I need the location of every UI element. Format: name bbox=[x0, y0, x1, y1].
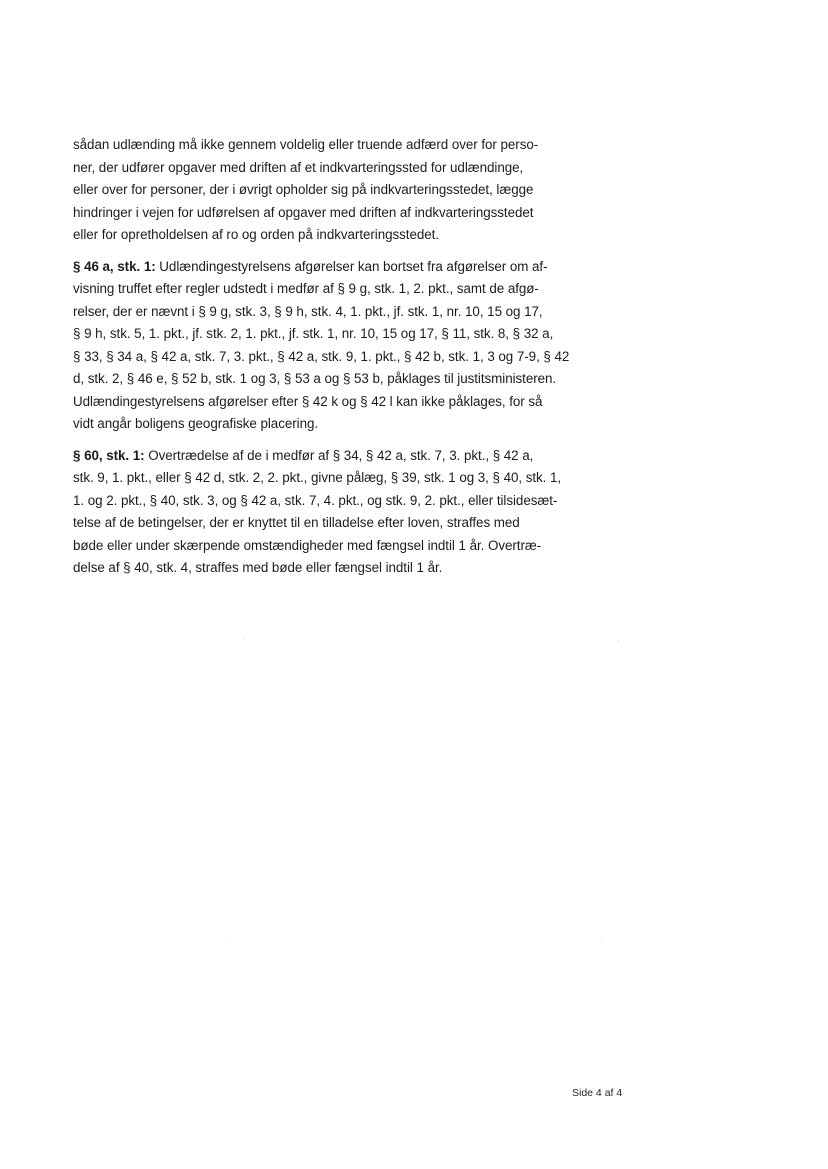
text-line: 1. og 2. pkt., § 40, stk. 3, og § 42 a, stk. 7, 4. pkt., og stk. 9, 2. pkt., eller tilsidesæt- bbox=[73, 492, 558, 508]
section-heading: § 46 a, stk. 1: bbox=[73, 258, 156, 274]
text-line: eller for opretholdelsen af ro og orden på indkvarteringsstedet. bbox=[73, 227, 440, 242]
paragraph-section-46a bbox=[73, 256, 593, 436]
text-line: visning truffet efter regler udstedt i medfør af § 9 g, stk. 1, 2. pkt., samt de afgø- bbox=[73, 281, 539, 296]
text-line: relser, der er nævnt i § 9 g, stk. 3, § 9 h, stk. 4, 1. pkt., jf. stk. 1, nr. 10, 15 og 17, bbox=[73, 303, 543, 319]
text-line: eller over for personer, der i øvrigt opholder sig på indkvarteringsstedet, lægge bbox=[73, 182, 534, 197]
text-line-rest: Overtrædelse af de i medfør af § 34, § 42 a, stk. 7, 3. pkt., § 42 a, bbox=[144, 447, 534, 463]
scan-speck bbox=[229, 941, 230, 942]
scan-speck bbox=[618, 640, 619, 641]
scan-speck bbox=[244, 638, 245, 639]
text-line: d, stk. 2, § 46 e, § 52 b, stk. 1 og 3, § 53 a og § 53 b, påklages til justitsministeren. bbox=[73, 371, 557, 386]
text-line: hindringer i vejen for udførelsen af opgaver med driften af indkvarteringsstedet bbox=[73, 204, 534, 220]
text-line: § 9 h, stk. 5, 1. pkt., jf. stk. 2, 1. pkt., jf. stk. 1, nr. 10, 15 og 17, § 11, stk. 8, § 32 a, bbox=[73, 326, 554, 341]
text-line: stk. 9, 1. pkt., eller § 42 d, stk. 2, 2. pkt., givne pålæg, § 39, stk. 1 og 3, § 40, stk. 1, bbox=[73, 470, 562, 485]
text-line: § 33, § 34 a, § 42 a, stk. 7, 3. pkt., § 42 a, stk. 9, 1. pkt., § 42 b, stk. 1, 3 og 7-9, § 42 bbox=[73, 348, 570, 364]
document-body bbox=[73, 134, 593, 589]
paragraph-continuation bbox=[73, 134, 593, 247]
text-line: sådan udlænding må ikke gennem voldelig eller truende adfærd over for perso- bbox=[73, 137, 539, 152]
text-line: ner, der udfører opgaver med driften af et indkvarteringssted for udlændinge, bbox=[73, 159, 524, 175]
text-line: bøde eller under skærpende omstændigheder med fængsel indtil 1 år. Overtræ- bbox=[73, 537, 542, 553]
text-line: delse af § 40, stk. 4, straffes med bøde eller fængsel indtil 1 år. bbox=[73, 560, 443, 575]
scan-speck bbox=[601, 941, 602, 942]
text-line: Udlændingestyrelsens afgørelser efter § 42 k og § 42 l kan ikke påklages, for så bbox=[73, 393, 543, 409]
text-line: telse af de betingelser, der er knyttet til en tilladelse efter loven, straffes med bbox=[73, 515, 520, 530]
text-line: vidt angår boligens geografiske placering. bbox=[73, 416, 319, 431]
text-line bbox=[73, 256, 593, 279]
paragraph-section-60 bbox=[73, 445, 593, 580]
section-heading: § 60, stk. 1: bbox=[73, 447, 145, 463]
page-number-footer: Side 4 af 4 bbox=[572, 1087, 623, 1099]
text-line bbox=[73, 445, 593, 468]
text-line-rest: Udlændingestyrelsens afgørelser kan bortset fra afgørelser om af- bbox=[155, 258, 548, 274]
